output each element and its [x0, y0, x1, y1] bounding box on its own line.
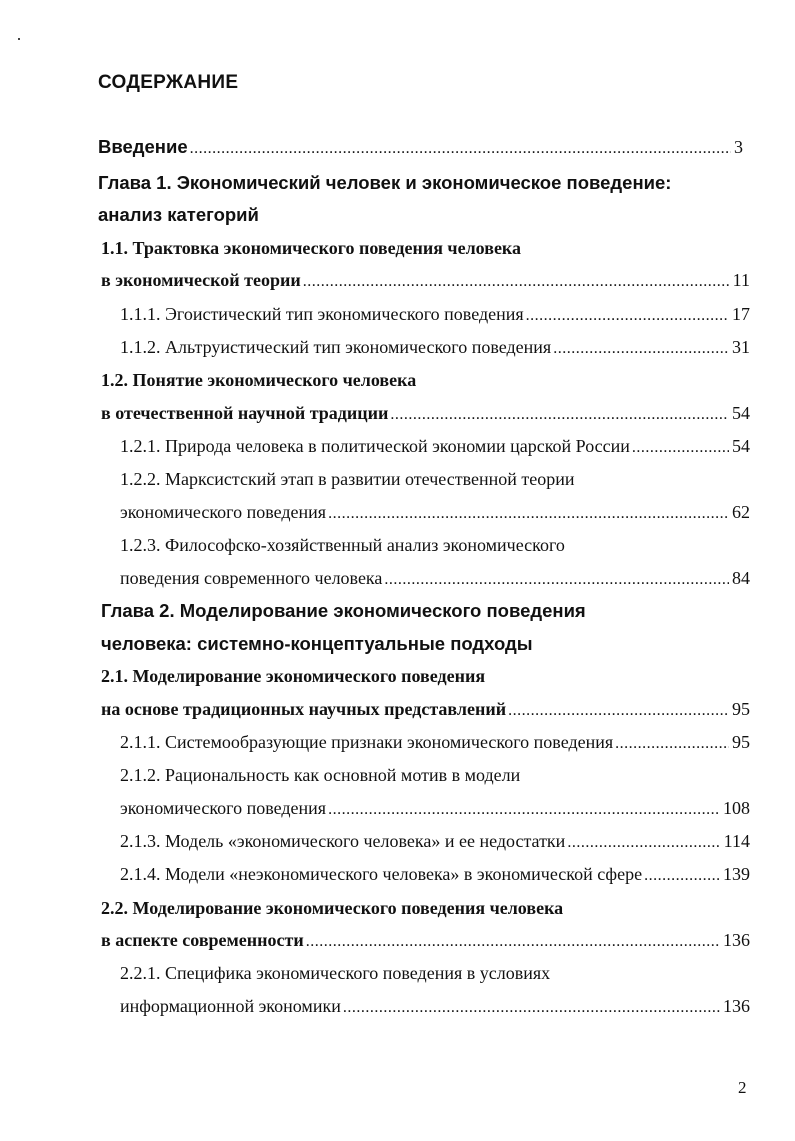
leader-dots	[553, 340, 729, 358]
leader-dots	[328, 801, 720, 819]
toc-entry-section-1-1-cont	[101, 270, 750, 300]
toc-page-number: 136	[723, 996, 750, 1016]
toc-entry-1-1-1	[120, 304, 750, 334]
toc-page-number: 136	[723, 930, 750, 950]
toc-page-number: 95	[732, 699, 750, 719]
toc-entry-text: 1.2.1. Природа человека в политической экономии царской России	[120, 436, 630, 456]
toc-entry-text: информационной экономики	[120, 996, 341, 1016]
leader-dots	[632, 439, 729, 457]
toc-entry-text: в экономической теории	[101, 270, 301, 290]
toc-entry-text: Введение	[98, 136, 188, 157]
leader-dots	[306, 933, 720, 951]
toc-entry-text: Глава 2. Моделирование экономического поведения	[101, 600, 586, 621]
toc-entry-text: 2.2. Моделирование экономического поведения человека	[101, 898, 564, 918]
toc-page-number: 108	[723, 798, 750, 818]
toc-entry-1-2-3	[120, 535, 795, 565]
toc-page-number: 3	[734, 137, 743, 157]
toc-entry-1-2-2-cont	[120, 502, 750, 532]
toc-entry-introduction	[98, 136, 743, 166]
toc-entry-section-1-2-cont	[101, 403, 750, 433]
toc-page-number: 31	[732, 337, 750, 357]
toc-entry-2-1-2	[120, 765, 795, 795]
toc-entry-text: 2.1.3. Модель «экономического человека» и ее недостатки	[120, 831, 566, 851]
toc-entry-section-1-1	[101, 238, 795, 268]
leader-dots	[508, 702, 729, 720]
leader-dots	[343, 999, 720, 1017]
leader-dots	[644, 867, 720, 885]
toc-entry-text: 2.1.2. Рациональность как основной мотив в модели	[120, 765, 521, 785]
toc-entry-text: экономического поведения	[120, 502, 327, 522]
toc-entry-2-1-1	[120, 732, 750, 762]
toc-page-number: 139	[723, 864, 750, 884]
toc-entry-1-2-3-cont	[120, 568, 750, 598]
toc-page-number: 95	[732, 732, 750, 752]
toc-entry-text: 2.1.4. Модели «неэкономического человека» в экономической сфере	[120, 864, 643, 884]
toc-entry-2-1-4	[120, 864, 750, 894]
toc-entry-section-2-2	[101, 898, 795, 928]
toc-entry-text: 2.2.1. Специфика экономического поведения в условиях	[120, 963, 551, 983]
toc-entry-text: анализ категорий	[98, 204, 259, 225]
toc-entry-1-2-1	[120, 436, 750, 466]
leader-dots	[328, 505, 729, 523]
toc-entry-text: 1.2. Понятие экономического человека	[101, 370, 417, 390]
toc-entry-section-2-2-cont	[101, 930, 750, 960]
leader-dots	[390, 406, 729, 424]
toc-page-number: 54	[732, 436, 750, 456]
toc-entry-chapter-2	[101, 600, 795, 630]
toc-page-number: 84	[732, 568, 750, 588]
leader-dots	[526, 307, 729, 325]
toc-entry-text: на основе традиционных научных представлений	[101, 699, 507, 719]
leader-dots	[567, 834, 720, 852]
toc-entry-text: поведения современного человека	[120, 568, 383, 588]
toc-entry-text: Глава 1. Экономический человек и экономическое поведение:	[98, 172, 672, 193]
leader-dots	[384, 571, 729, 589]
toc-entry-text: 1.1.2. Альтруистический тип экономического поведения	[120, 337, 552, 357]
toc-entry-2-1-3	[120, 831, 750, 861]
toc-entry-text: в отечественной научной традиции	[101, 403, 389, 423]
scan-mark	[18, 38, 20, 40]
toc-entry-section-2-1-cont	[101, 699, 750, 729]
toc-entry-text: 2.1.1. Системообразующие признаки экономического поведения	[120, 732, 614, 752]
toc-entry-text: 1.2.3. Философско-хозяйственный анализ экономического	[120, 535, 565, 555]
toc-page-number: 62	[732, 502, 750, 522]
leader-dots	[615, 735, 729, 753]
toc-entry-1-2-2	[120, 469, 795, 499]
toc-entry-text: человека: системно-концептуальные подходы	[101, 633, 533, 654]
page-number: 2	[738, 1078, 747, 1097]
toc-entry-1-1-2	[120, 337, 750, 367]
toc-entry-2-2-1-cont	[120, 996, 750, 1026]
toc-entry-section-2-1	[101, 666, 795, 696]
toc-entry-chapter-1-cont	[98, 204, 795, 234]
toc-entry-section-1-2	[101, 370, 795, 400]
toc-entry-text: экономического поведения	[120, 798, 327, 818]
toc-entry-text: 1.2.2. Марксистский этап в развитии отечественной теории	[120, 469, 575, 489]
leader-dots	[303, 273, 730, 291]
leader-dots	[190, 140, 731, 158]
page-title: СОДЕРЖАНИЕ	[98, 72, 239, 93]
toc-entry-text: 2.1. Моделирование экономического поведения	[101, 666, 486, 686]
toc-entry-chapter-1	[98, 172, 795, 202]
toc-page-number: 54	[732, 403, 750, 423]
toc-entry-text: 1.1.1. Эгоистический тип экономического поведения	[120, 304, 524, 324]
toc-page-number: 11	[732, 270, 750, 290]
toc-page-number: 114	[723, 831, 750, 851]
toc-entry-chapter-2-cont	[101, 633, 795, 663]
toc-entry-text: 1.1. Трактовка экономического поведения человека	[101, 238, 522, 258]
toc-entry-2-1-2-cont	[120, 798, 750, 828]
toc-entry-text: в аспекте современности	[101, 930, 304, 950]
toc-entry-2-2-1	[120, 963, 795, 993]
toc-page-number: 17	[732, 304, 750, 324]
